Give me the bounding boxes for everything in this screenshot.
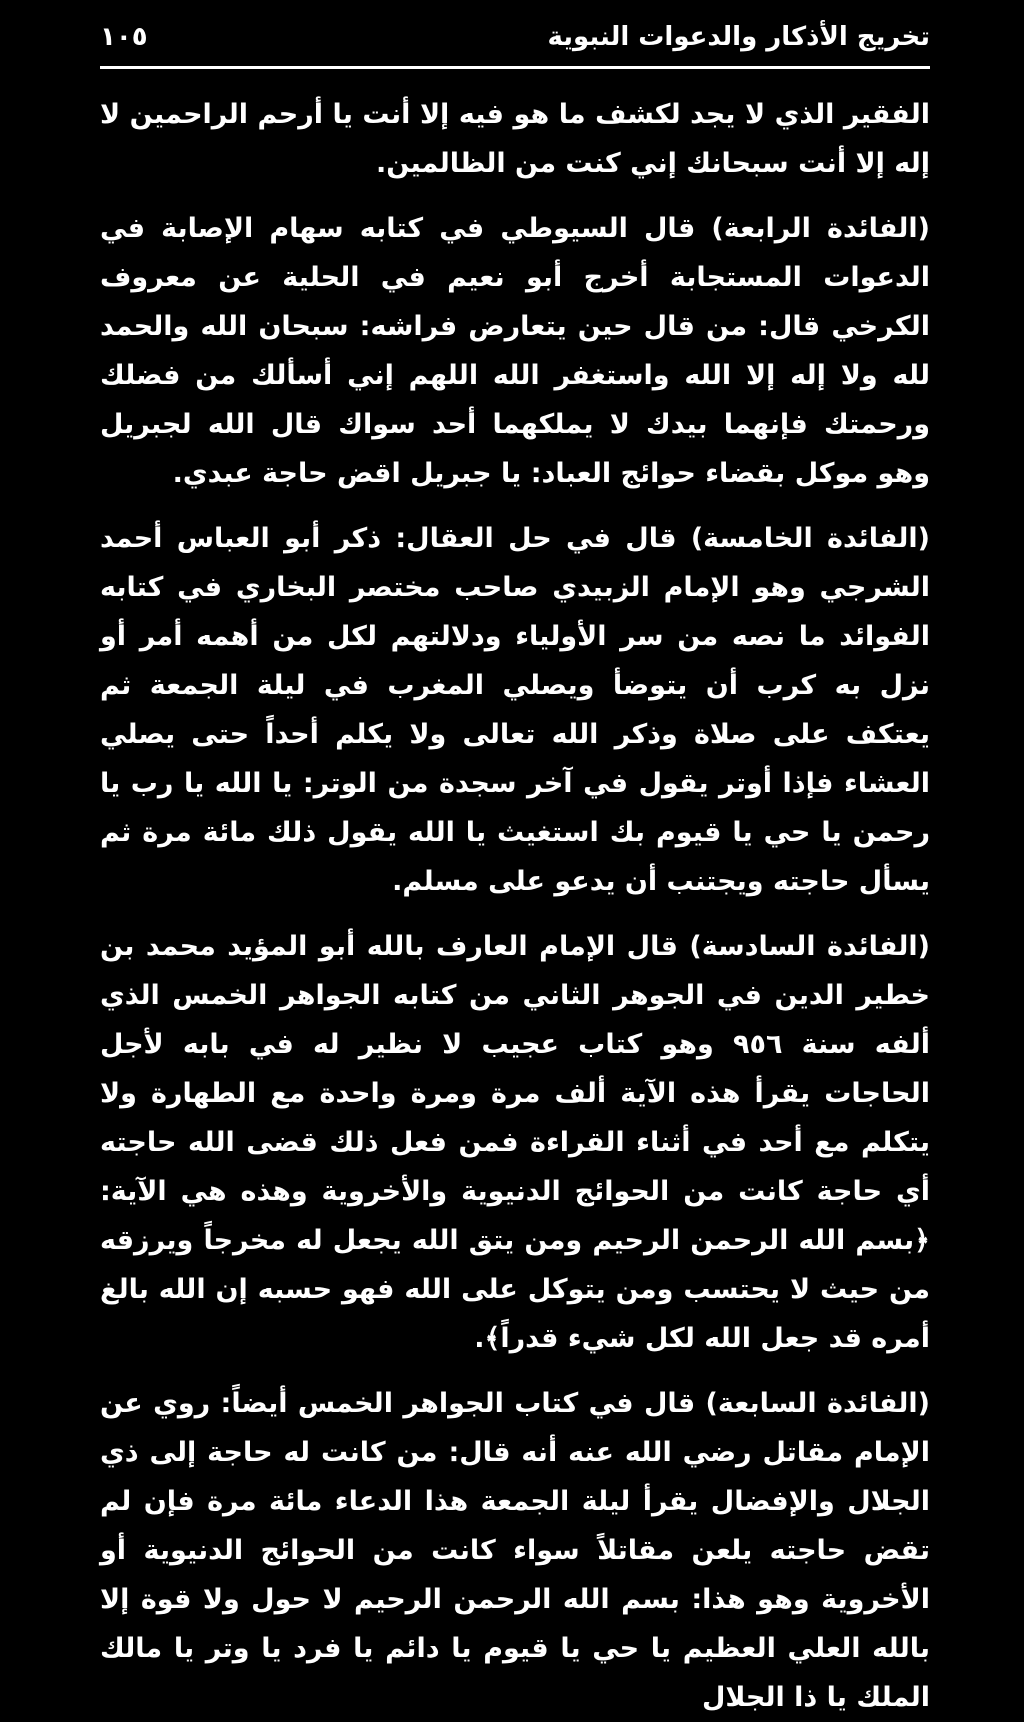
body-text — [100, 90, 930, 1722]
paragraph-text: قال في حل العقال: ذكر أبو العباس أحمد الشرجي وهو الإمام الزبيدي صاحب مختصر البخاري في كتابه الفوائد ما نصه من سر الأولياء ودلالتهم لكل من أهمه أمر أو نزل به كرب أن يتوضأ ويصلي المغرب في ليلة الجمعة ثم يعتكف على صلاة وذكر الله تعالى ولا يكلم أحداً حتى يصلي العشاء فإذا أوتر يقول في آخر سجدة من الوتر: يا الله يا رب يا رحمن يا حي يا قيوم بك استغيث يا الله يقول ذلك مائة مرة ثم يسأل حاجته ويجتنب أن يدعو على مسلم. — [100, 523, 930, 897]
page-number: ١٠٥ — [100, 22, 148, 52]
paragraph-fourth-benefit — [100, 204, 930, 498]
header-rule — [100, 66, 930, 69]
paragraph-text: قال السيوطي في كتابه سهام الإصابة في الدعوات المستجابة أخرج أبو نعيم في الحلية عن معروف الكرخي قال: من قال حين يتعارض فراشه: سبحان الله والحمد لله ولا إله إلا الله واستغفر الله اللهم إني أسألك من فضلك ورحمتك فإنهما بيدك لا يملكهما أحد سواك قال الله لجبريل وهو موكل بقضاء حوائج العباد: يا جبريل اقض حاجة عبدي. — [100, 213, 930, 489]
paragraph-heading: (الفائدة الرابعة) — [711, 213, 930, 244]
paragraph-continuation — [100, 90, 930, 188]
paragraph-heading: (الفائدة السابعة) — [705, 1388, 930, 1419]
paragraph-seventh-benefit — [100, 1379, 930, 1722]
paragraph-fifth-benefit — [100, 514, 930, 906]
running-title: تخريج الأذكار والدعوات النبوية — [547, 22, 930, 52]
paragraph-text: الفقير الذي لا يجد لكشف ما هو فيه إلا أنت يا أرحم الراحمين لا إله إلا أنت سبحانك إني كنت من الظالمين. — [100, 99, 930, 179]
running-header — [100, 18, 930, 60]
paragraph-heading: (الفائدة السادسة) — [689, 931, 930, 962]
paragraph-sixth-benefit — [100, 922, 930, 1363]
paragraph-text: قال الإمام العارف بالله أبو المؤيد محمد بن خطير الدين في الجوهر الثاني من كتابه الجواهر الخمس الذي ألفه سنة ٩٥٦ وهو كتاب عجيب لا نظير له في بابه لأجل الحاجات يقرأ هذه الآية ألف مرة ومرة واحدة مع الطهارة ولا يتكلم مع أحد في أثناء القراءة فمن فعل ذلك قضى الله حاجته أي حاجة كانت من الحوائج الدنيوية والأخروية وهذه هي الآية: ﴿بسم الله الرحمن الرحيم ومن يتق الله يجعل له مخرجاً ويرزقه من حيث لا يحتسب ومن يتوكل على الله فهو حسبه إن الله بالغ أمره قد جعل الله لكل شيء قدراً﴾. — [100, 931, 930, 1354]
paragraph-text: قال في كتاب الجواهر الخمس أيضاً: روي عن الإمام مقاتل رضي الله عنه أنه قال: من كانت له حاجة إلى ذي الجلال والإفضال يقرأ ليلة الجمعة هذا الدعاء مائة مرة فإن لم تقض حاجته يلعن مقاتلاً سواء كانت من الحوائج الدنيوية أو الأخروية وهو هذا: بسم الله الرحمن الرحيم لا حول ولا قوة إلا بالله العلي العظيم يا حي يا قيوم يا دائم يا فرد يا وتر يا مالك الملك يا ذا الجلال — [100, 1388, 930, 1713]
paragraph-heading: (الفائدة الخامسة) — [690, 523, 930, 554]
